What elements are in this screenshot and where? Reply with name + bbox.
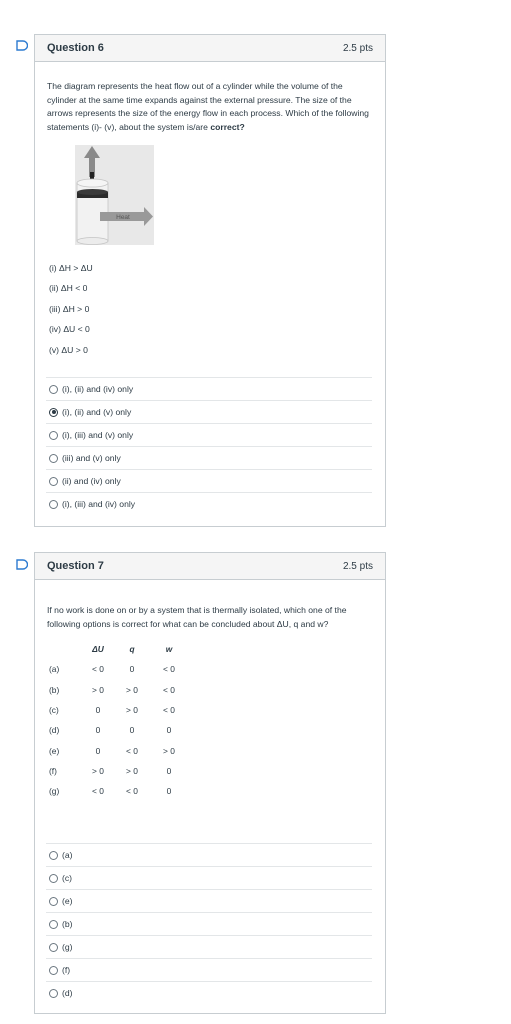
table-header: q — [129, 644, 135, 655]
answer-label: (ii) and (iv) only — [62, 476, 121, 486]
table-cell: < 0 — [163, 664, 175, 675]
options-table — [49, 639, 187, 801]
radio-button[interactable] — [49, 920, 58, 929]
answer-label: (g) — [62, 942, 73, 952]
table-cell: 0 — [166, 725, 172, 736]
radio-button[interactable] — [49, 454, 58, 463]
radio-button[interactable] — [49, 966, 58, 975]
answer-option[interactable] — [46, 446, 372, 469]
table-cell: < 0 — [92, 786, 104, 797]
radio-button[interactable] — [49, 897, 58, 906]
answer-option[interactable] — [46, 935, 372, 958]
table-row — [49, 761, 187, 781]
table-cell: 0 — [95, 725, 101, 736]
answer-label: (a) — [62, 850, 73, 860]
answer-label: (e) — [62, 896, 73, 906]
table-cell: (d) — [49, 725, 60, 736]
table-row — [49, 720, 187, 740]
table-row — [49, 659, 187, 679]
radio-button-selected[interactable] — [49, 408, 58, 417]
answer-label: (i), (ii) and (iv) only — [62, 384, 134, 394]
answer-label: (i), (iii) and (iv) only — [62, 499, 136, 509]
answer-option[interactable] — [46, 912, 372, 935]
table-cell: (a) — [49, 664, 60, 675]
table-cell: < 0 — [126, 786, 138, 797]
table-cell: 0 — [166, 765, 172, 776]
statement-ii: (ii) ΔH < 0 — [49, 283, 88, 293]
table-cell: < 0 — [163, 705, 175, 716]
table-cell: > 0 — [126, 684, 138, 695]
answer-option[interactable] — [46, 843, 372, 866]
table-header: ΔU — [92, 644, 104, 655]
table-row — [49, 700, 187, 720]
answer-option[interactable] — [46, 981, 372, 1004]
answer-label: (i), (ii) and (v) only — [62, 407, 132, 417]
question-text-bold: correct? — [210, 121, 245, 132]
radio-button[interactable] — [49, 500, 58, 509]
question-points: 2.5 pts — [342, 560, 373, 572]
radio-button[interactable] — [49, 943, 58, 952]
flag-question-icon[interactable] — [16, 40, 28, 51]
question-text: If no work is done on or by a system that is thermally isolated, which one of the following options is correct for what can be concluded about ΔU, q and w? — [47, 605, 347, 629]
radio-button[interactable] — [49, 851, 58, 860]
table-cell: < 0 — [126, 745, 138, 756]
table-row — [49, 781, 187, 801]
answer-label: (i), (iii) and (v) only — [62, 430, 134, 440]
radio-button[interactable] — [49, 477, 58, 486]
answer-label: (c) — [62, 873, 73, 883]
table-cell: (e) — [49, 745, 60, 756]
question-title: Question 7 — [47, 560, 104, 572]
answer-option[interactable] — [46, 400, 372, 423]
answer-option[interactable] — [46, 889, 372, 912]
question-points: 2.5 pts — [342, 42, 373, 54]
table-cell: 0 — [129, 664, 135, 675]
table-row — [49, 680, 187, 700]
table-cell: > 0 — [92, 765, 104, 776]
radio-button[interactable] — [49, 431, 58, 440]
table-cell: > 0 — [92, 684, 104, 695]
radio-button[interactable] — [49, 874, 58, 883]
table-cell: 0 — [95, 745, 101, 756]
statement-i: (i) ΔH > ΔU — [49, 263, 93, 273]
answer-option[interactable] — [46, 469, 372, 492]
table-cell: (f) — [49, 765, 57, 776]
answer-label: (b) — [62, 919, 73, 929]
table-row — [49, 740, 187, 760]
table-cell: (c) — [49, 705, 59, 716]
table-cell: (b) — [49, 684, 60, 695]
question-text — [35, 80, 385, 134]
table-cell: < 0 — [92, 664, 104, 675]
answer-label: (d) — [62, 988, 73, 998]
statement-iv: (iv) ΔU < 0 — [49, 324, 90, 334]
radio-button[interactable] — [49, 989, 58, 998]
statement-iii: (iii) ΔH > 0 — [49, 304, 90, 314]
table-cell: < 0 — [163, 684, 175, 695]
question-6-header — [35, 35, 385, 62]
table-cell: > 0 — [163, 745, 175, 756]
table-cell: > 0 — [126, 705, 138, 716]
answer-label: (f) — [62, 965, 71, 975]
table-cell: (g) — [49, 786, 60, 797]
question-text-main: The diagram represents the heat flow out of a cylinder while the volume of the cylinder at the same time expands against the external pressure. The size of the arrows represents the size of the energy flow in each process. Which of the following statements (i)- (v), about the system is/are — [47, 81, 369, 132]
table-cell: 0 — [95, 705, 101, 716]
question-7-answers — [46, 843, 372, 1004]
table-header: w — [165, 644, 173, 655]
radio-button[interactable] — [49, 385, 58, 394]
table-cell: > 0 — [126, 765, 138, 776]
answer-option[interactable] — [46, 958, 372, 981]
heat-arrow-label: Heat — [116, 214, 130, 221]
flag-question-icon[interactable] — [16, 559, 28, 570]
answer-option[interactable] — [46, 423, 372, 446]
table-header-row — [49, 639, 187, 659]
answer-label: (iii) and (v) only — [62, 453, 121, 463]
question-title: Question 6 — [47, 42, 104, 54]
cylinder-heat-diagram — [75, 145, 154, 245]
statement-v: (v) ΔU > 0 — [49, 345, 88, 355]
table-header — [49, 639, 83, 659]
answer-option[interactable] — [46, 492, 372, 515]
table-cell: 0 — [166, 786, 172, 797]
table-cell: 0 — [129, 725, 135, 736]
question-6-answers — [46, 377, 372, 515]
answer-option[interactable] — [46, 377, 372, 400]
answer-option[interactable] — [46, 866, 372, 889]
question-7-header — [35, 553, 385, 580]
